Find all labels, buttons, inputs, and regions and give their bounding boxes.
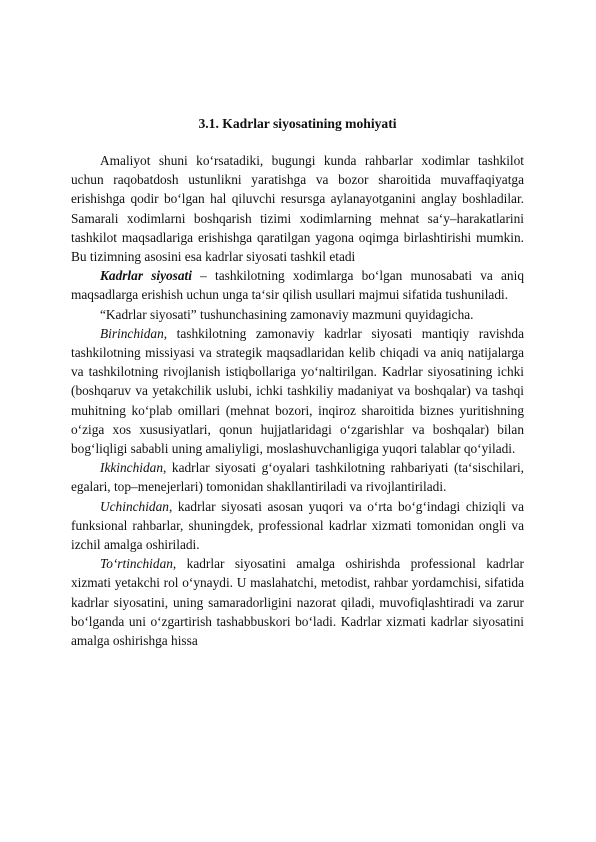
paragraph-fourth — [71, 554, 524, 650]
first-text: , tashkilotning zamonaviy kadrlar siyosati mantiqiy ravishda tashkilotning missiyasi va strategik maqsadlaridan kelib chiqadi va aniq natijalarga va tashkilotning rivojlanish istiqbollariga yo‘naltirilgan. Kadrlar siyosatining ichki (boshqaruv va yetakchilik uslubi, ichki tashkiliy madaniyat va boshqalar) va tashqi muhitning ko‘plab omillari (mehnat bozori, inqiroz sharoitida biznes yuritishning o‘ziga xos xususiyatlari, qonun hujjatlaridagi o‘zgarishlar va boshqalar) bilan bog‘liqligi sababli uning amaliyligi, moslashuvchanligiga yuqori talablar qo‘yiladi. — [71, 325, 524, 457]
second-lead-word: Ikkinchidan — [100, 460, 163, 476]
definition-text: – tashkilotning xodimlarga bo‘lgan munosabati va aniq maqsadlarga erishish uchun unga ta‘sir qilish usullari majmui sifatida tushuniladi. — [71, 268, 524, 303]
first-lead-word: Birinchidan — [100, 325, 164, 341]
paragraph-first — [71, 324, 524, 458]
document-body — [71, 151, 524, 650]
defined-term: Kadrlar siyosati — [100, 268, 192, 284]
third-lead-word: Uchinchidan — [100, 498, 169, 514]
third-text: , kadrlar siyosati asosan yuqori va o‘rta bo‘g‘indagi chiziqli va funksional rahbarlar, shuningdek, professional kadrlar xizmati tomonidan ongli va izchil amalga oshiriladi. — [71, 498, 524, 553]
paragraph-second — [71, 458, 524, 496]
fourth-lead-word: To‘rtinchidan — [100, 556, 173, 572]
section-heading: 3.1. Kadrlar siyosatining mohiyati — [198, 116, 397, 131]
paragraph-definition — [71, 266, 524, 304]
paragraph-third — [71, 497, 524, 555]
second-text: , kadrlar siyosati g‘oyalari tashkilotning rahbariyati (ta‘sischilari, egalari, top–menejerlari) tomonidan shakllantiriladi va rivojlantiriladi. — [71, 460, 524, 495]
paragraph-intro: Amaliyot shuni ko‘rsatadiki, bugungi kunda rahbarlar xodimlar tashkilot uchun raqobatdosh ustunlikni yaratishga va bozor sharoitida muvaffaqiyatga erishishga qodir bo‘lgan hal qiluvchi resursga aylanayotganini anglay boshladilar. Samarali xodimlarni boshqarish tizimi xodimlarning mehnat sa‘y–harakatlarini tashkilot maqsadlariga erishishga qaratilgan yagona oqimga birlashtirishi mumkin. Bu tizimning asosini esa kadrlar siyosati tashkil etadi — [71, 153, 524, 265]
fourth-text: , kadrlar siyosatini amalga oshirishda professional kadrlar xizmati yetakchi rol o‘ynaydi. U maslahatchi, metodist, rahbar yordamchisi, sifatida kadrlar siyosatini, uning samaradorligini nazorat qiladi, muvofiqlashtiradi va zarur bo‘lganda uni o‘zgartirish tashabbuskori bo‘ladi. Kadrlar xizmati kadrlar siyosatini amalga oshirishga hissa — [71, 556, 524, 649]
paragraph-concept: “Kadrlar siyosati” tushunchasining zamonaviy mazmuni quyidagicha. — [100, 306, 474, 322]
